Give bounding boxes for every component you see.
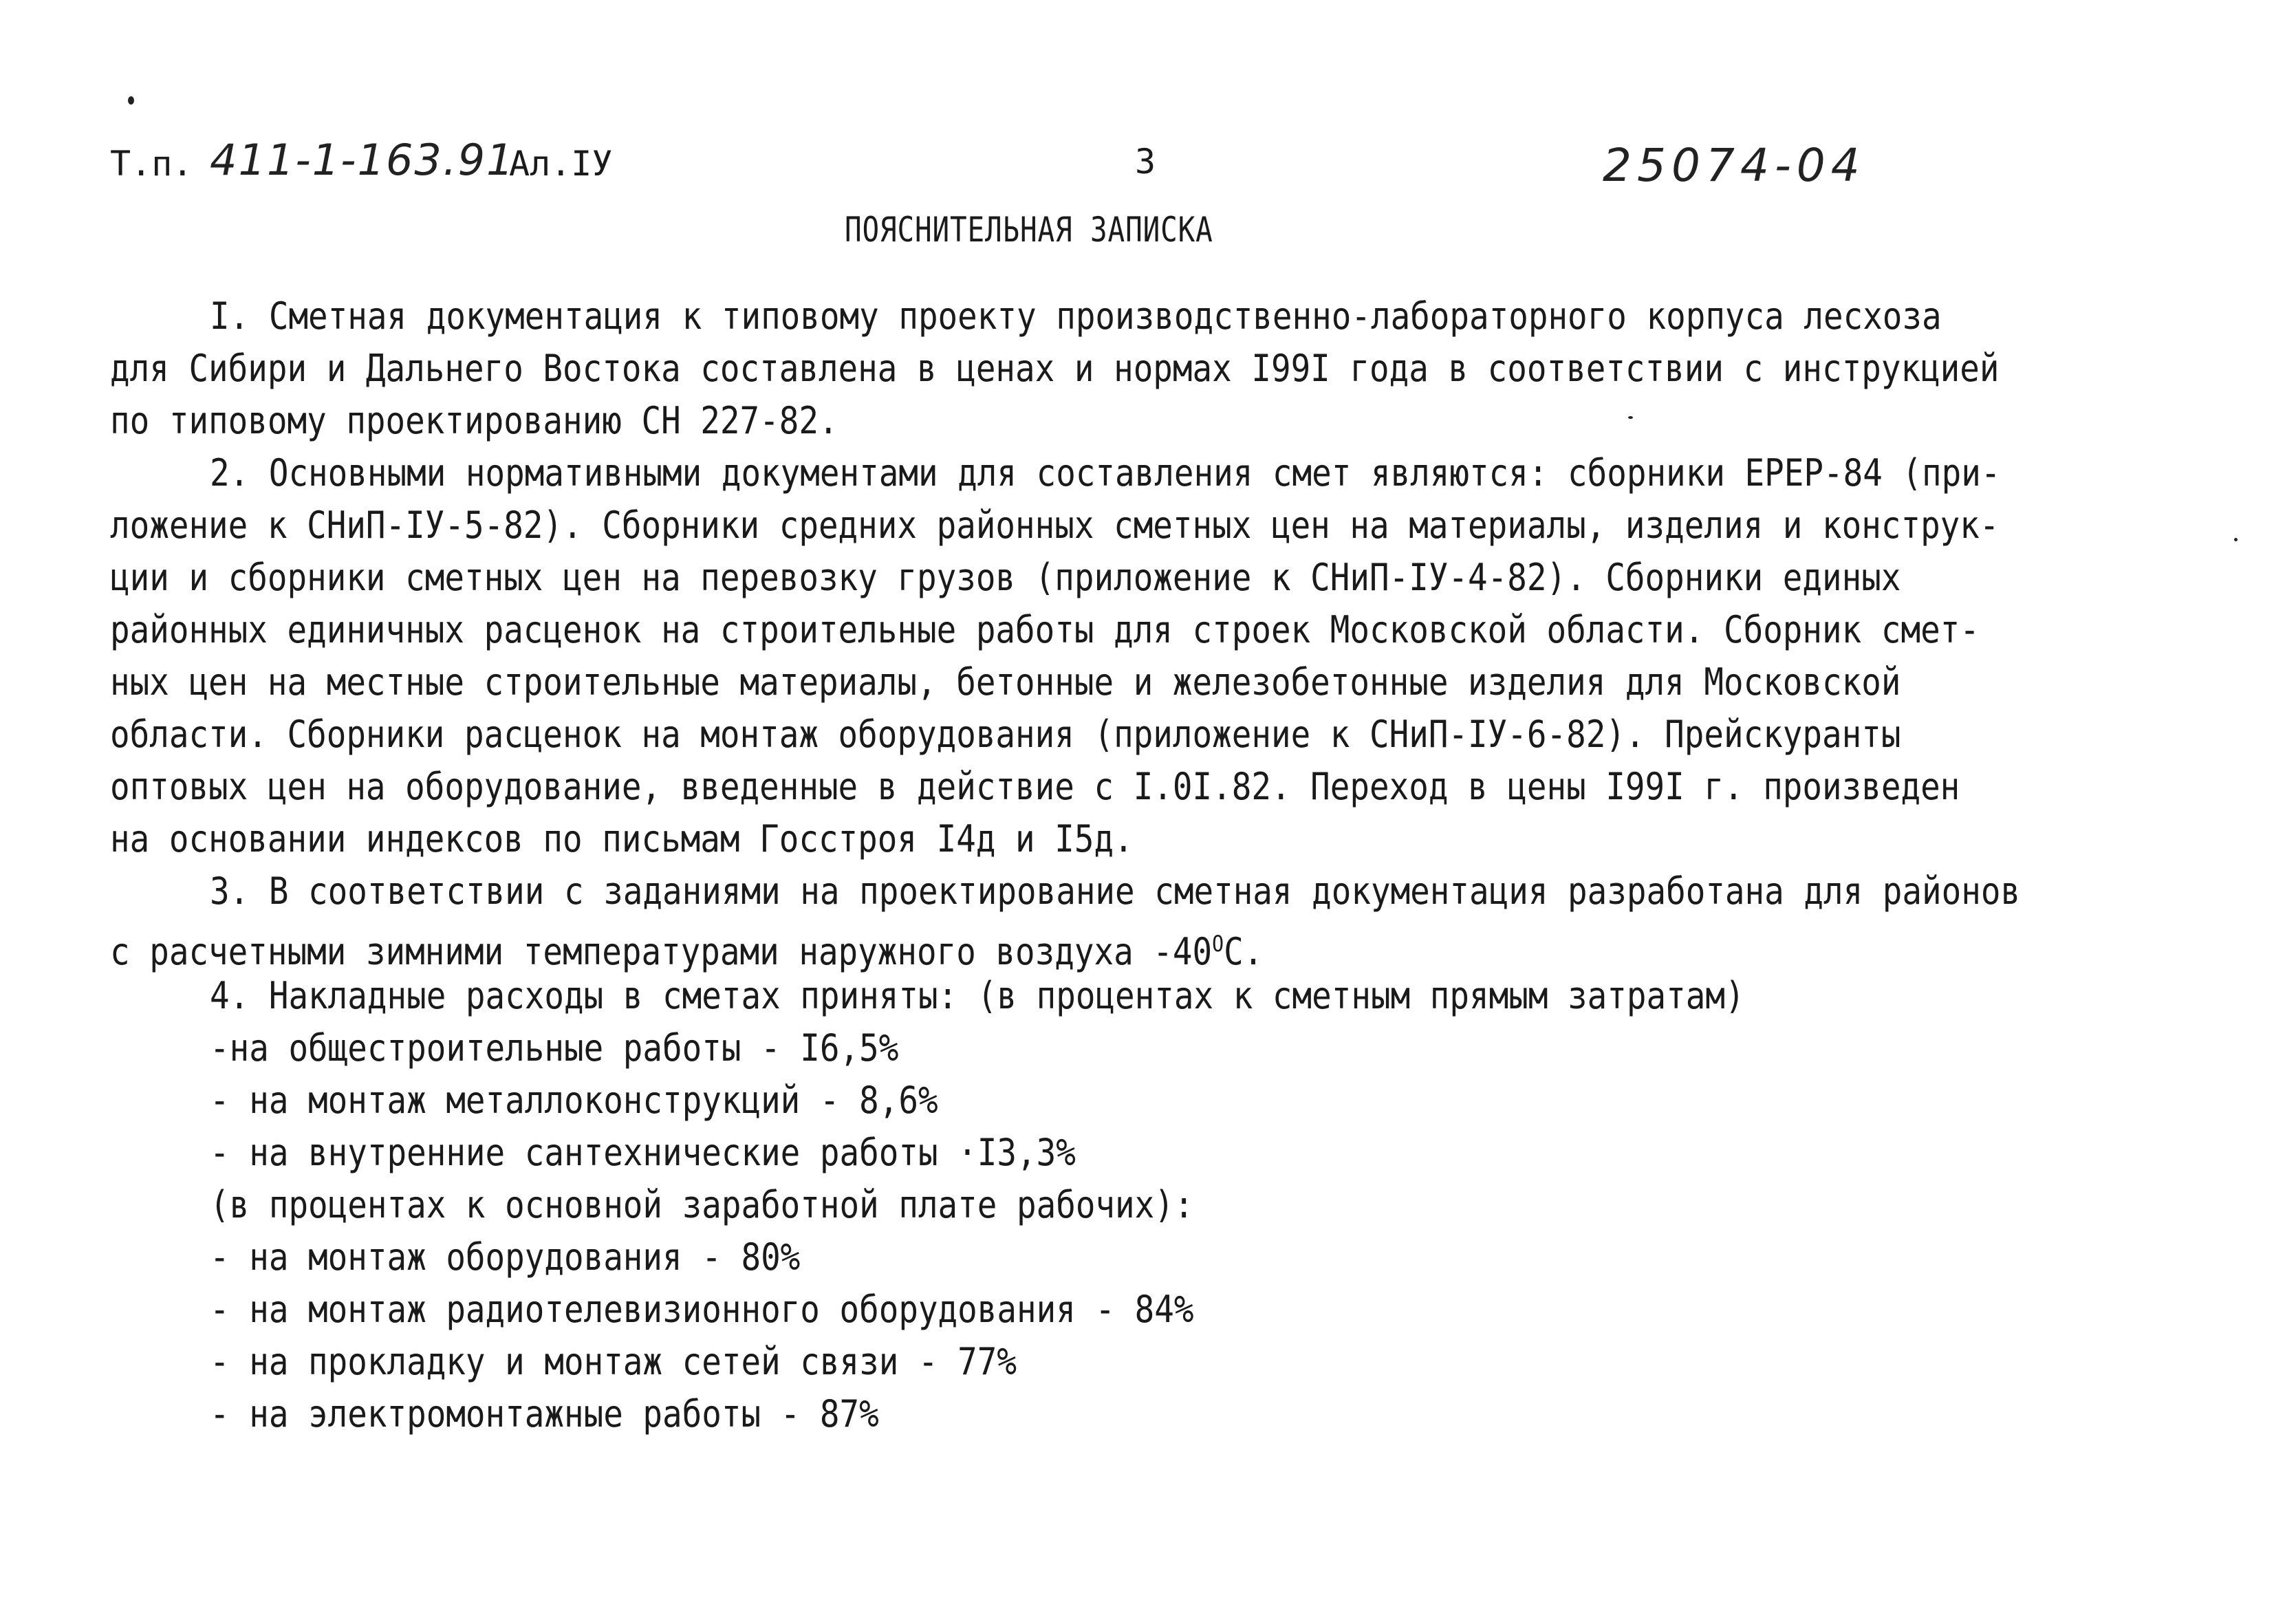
list-item: -на общестроительные работы - I6,5% <box>210 1026 899 1070</box>
body-line: районных единичных расценок на строительные работы для строек Московской области. Сборник смет- <box>110 608 1980 651</box>
degree-sign: O <box>1212 931 1224 957</box>
page-number: 3 <box>1135 142 1156 182</box>
document-number-handwritten: 25074-04 <box>1603 139 1865 192</box>
list-subheading: (в процентах к основной заработной плате рабочих): <box>210 1183 1194 1226</box>
body-line: 2. Основными нормативными документами для составления смет являются: сборники ЕРЕР-84 (при- <box>210 451 2001 495</box>
page-title: ПОЯСНИТЕЛЬНАЯ ЗАПИСКА <box>845 210 1213 250</box>
body-line: по типовому проектированию СН 227-82. <box>110 399 838 442</box>
project-number-handwritten: 411-1-163.91 <box>210 135 515 185</box>
album-label: Ал.IУ <box>509 144 613 184</box>
body-line: 4. Накладные расходы в сметах приняты: (в процентах к сметным прямым затратам) <box>210 974 1745 1017</box>
body-line-temperature <box>110 920 1263 976</box>
list-item: - на электромонтажные работы - 87% <box>210 1392 879 1436</box>
body-line: I. Сметная документация к типовому проекту производственно-лабораторного корпуса лесхоза <box>210 294 1942 338</box>
list-item: - на монтаж металлоконструкций - 8,6% <box>210 1079 938 1122</box>
scan-speck <box>1628 416 1633 419</box>
body-line: 3. В соответствии с заданиями на проектирование сметная документация разработана для районов <box>210 869 2021 913</box>
header-prefix: Т.п. <box>110 144 193 184</box>
body-line: ложение к СНиП-IУ-5-82). Сборники средних районных сметных цен на материалы, изделия и конструк- <box>110 504 2000 547</box>
list-item: - на монтаж радиотелевизионного оборудования - 84% <box>210 1288 1194 1331</box>
list-item: - на прокладку и монтаж сетей связи - 77% <box>210 1340 1017 1383</box>
body-line: для Сибири и Дальнего Востока составлена в ценах и нормах I99I года в соответствии с инструкцией <box>110 347 2000 390</box>
body-line: ции и сборники сметных цен на перевозку грузов (приложение к СНиП-IУ-4-82). Сборники единых <box>110 556 1901 599</box>
scan-speck <box>2234 538 2238 541</box>
body-line: оптовых цен на оборудование, введенные в действие с I.0I.82. Переход в цены I99I г. произведен <box>110 765 1960 808</box>
temperature-unit: C. <box>1224 930 1264 973</box>
body-line: ных цен на местные строительные материалы, бетонные и железобетонные изделия для Московской <box>110 660 1901 704</box>
list-item: - на внутренние сантехнические работы ·I3,3% <box>210 1131 1076 1174</box>
body-line: на основании индексов по письмам Госстроя I4д и I5д. <box>110 817 1134 860</box>
temperature-text: с расчетными зимними температурами наружного воздуха -40 <box>110 930 1213 973</box>
list-item: - на монтаж оборудования - 80% <box>210 1235 801 1279</box>
body-line: области. Сборники расценок на монтаж оборудования (приложение к СНиП-IУ-6-82). Прейскуранты <box>110 713 1901 756</box>
scan-speck <box>128 96 134 105</box>
